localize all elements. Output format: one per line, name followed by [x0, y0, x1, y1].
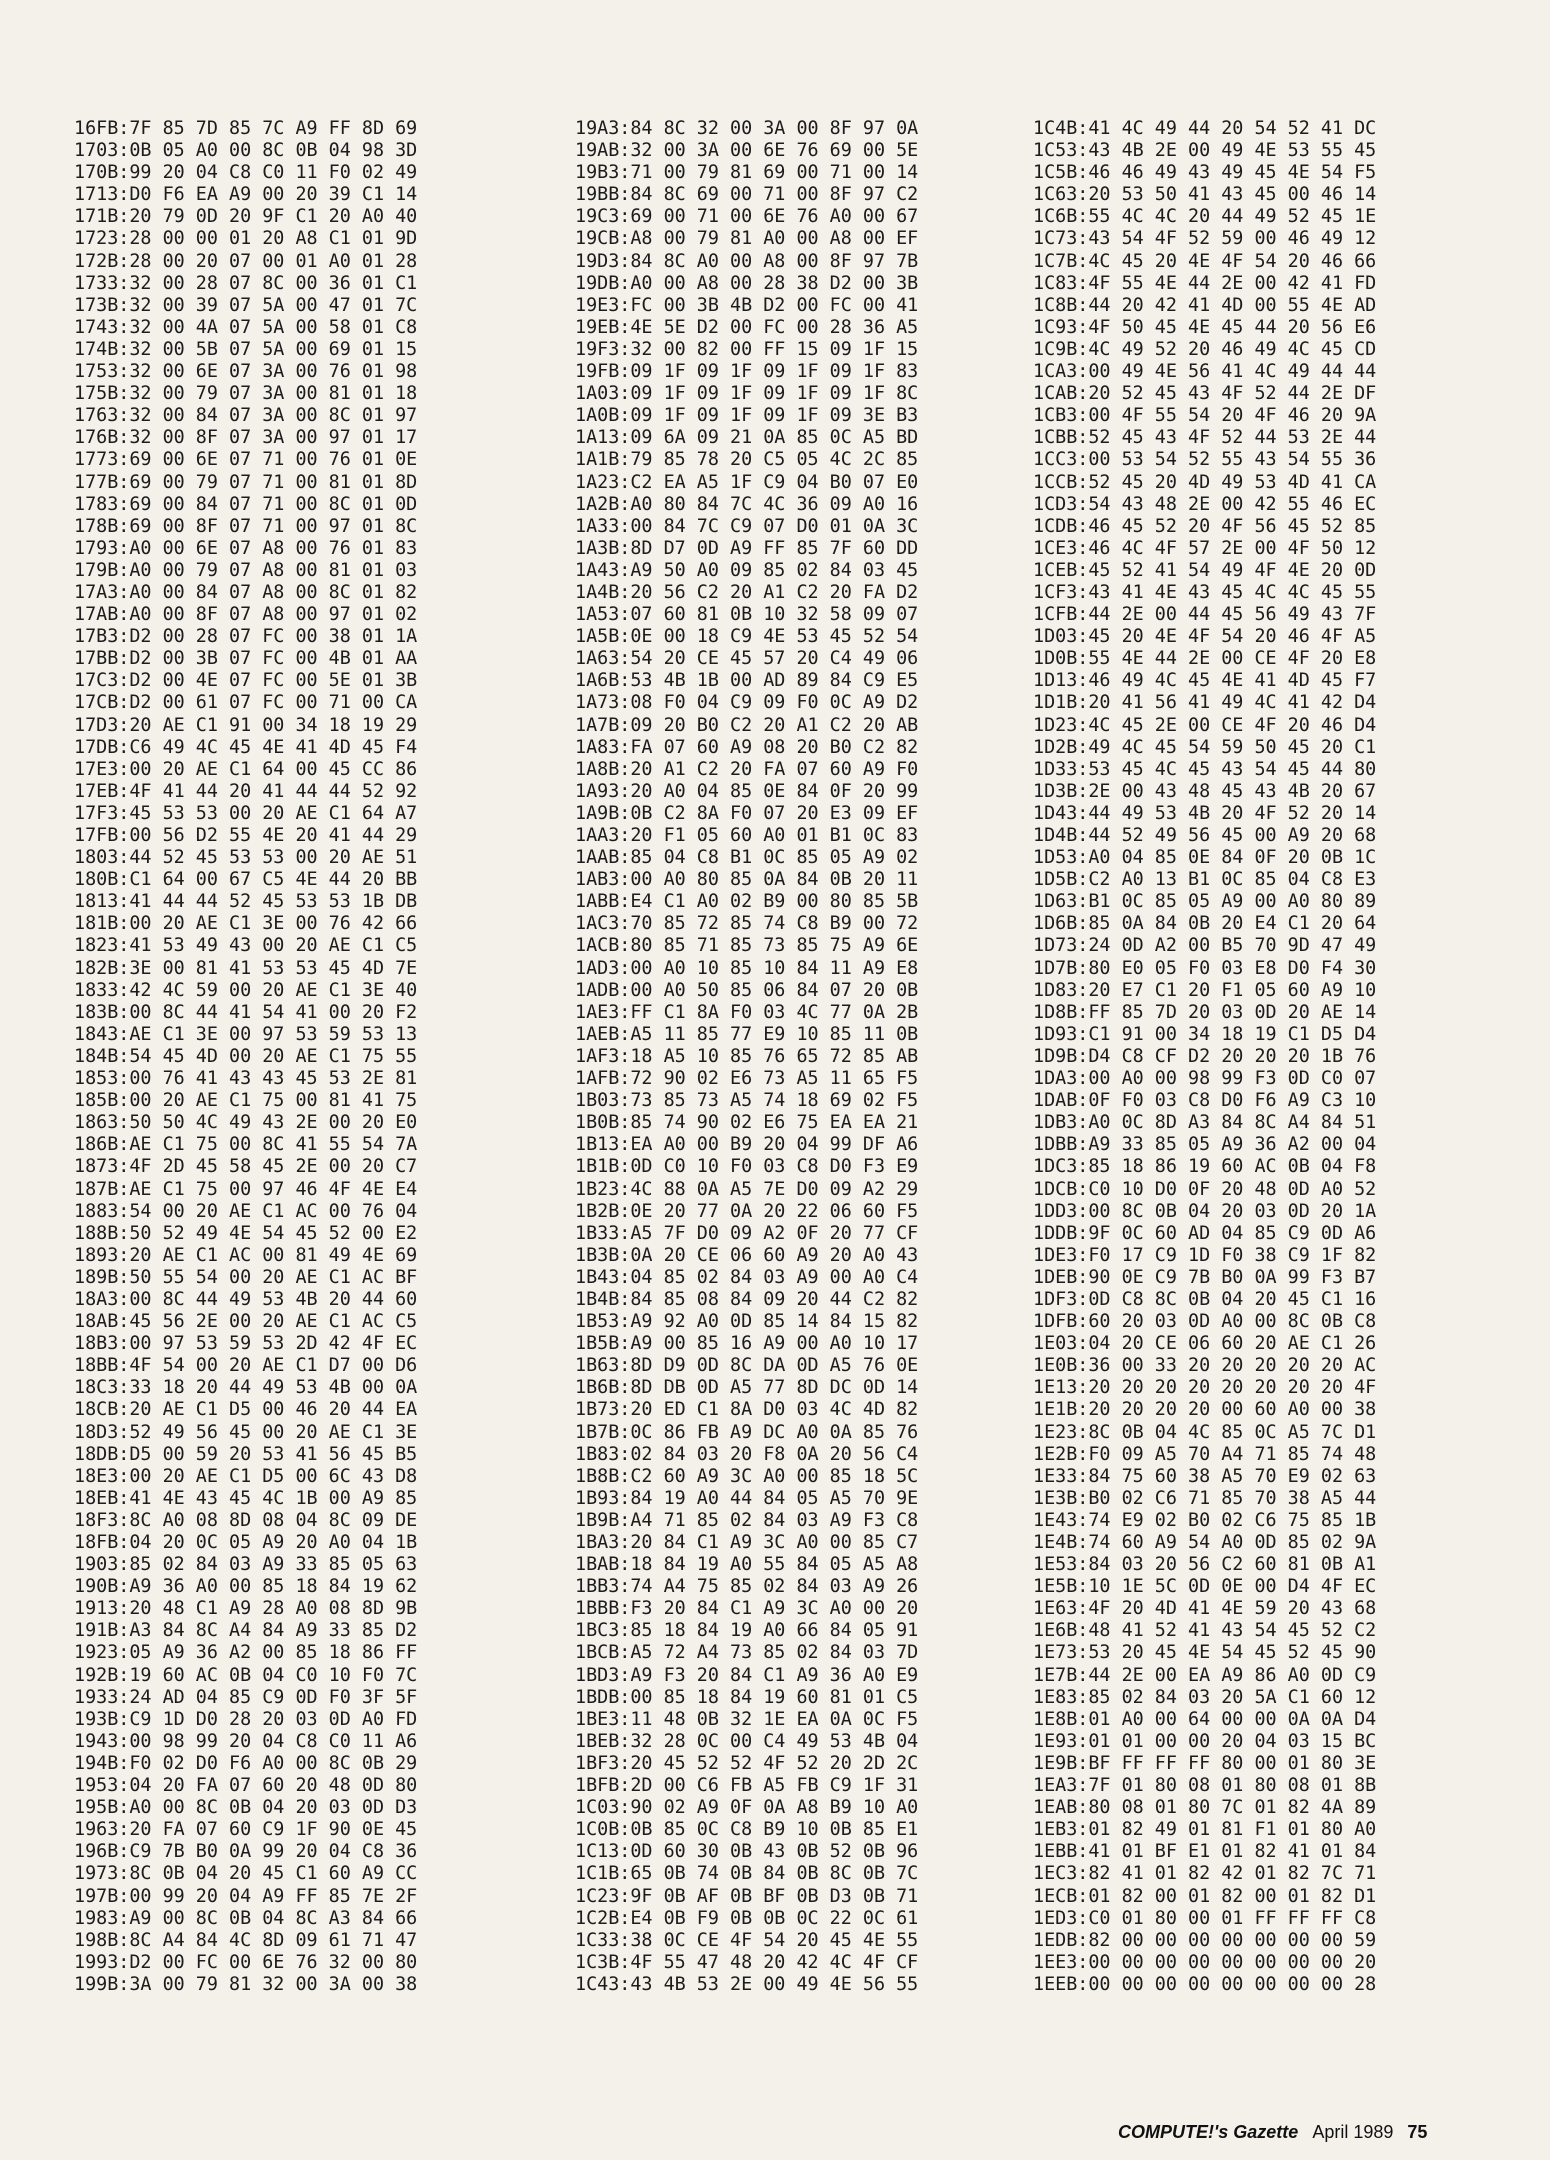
- listing-line: 1D13:46 49 4C 45 4E 41 4D 45 F7: [1033, 670, 1377, 692]
- listing-line: 1CAB:20 52 45 43 4F 52 44 2E DF: [1033, 383, 1377, 405]
- listing-line: 1B6B:8D DB 0D A5 77 8D DC 0D 14: [575, 1377, 919, 1399]
- listing-line: 1753:32 00 6E 07 3A 00 76 01 98: [74, 361, 418, 383]
- listing-line: 1BEB:32 28 0C 00 C4 49 53 4B 04: [575, 1730, 919, 1752]
- listing-line: 17B3:D2 00 28 07 FC 00 38 01 1A: [74, 626, 418, 648]
- listing-line: 1D93:C1 91 00 34 18 19 C1 D5 D4: [1033, 1023, 1377, 1045]
- listing-line: 17EB:4F 41 44 20 41 44 44 52 92: [74, 780, 418, 802]
- listing-line: 1DE3:F0 17 C9 1D F0 38 C9 1F 82: [1033, 1244, 1377, 1266]
- magazine-title: COMPUTE!'s Gazette: [1118, 2122, 1299, 2142]
- listing-line: 19DB:A0 00 A8 00 28 38 D2 00 3B: [575, 272, 919, 294]
- listing-line: 1ABB:E4 C1 A0 02 B9 00 80 85 5B: [575, 891, 919, 913]
- listing-line: 186B:AE C1 75 00 8C 41 55 54 7A: [74, 1134, 418, 1156]
- listing-line: 1CDB:46 45 52 20 4F 56 45 52 85: [1033, 515, 1377, 537]
- listing-line: 1A4B:20 56 C2 20 A1 C2 20 FA D2: [575, 581, 919, 603]
- listing-line: 1A13:09 6A 09 21 0A 85 0C A5 BD: [575, 427, 919, 449]
- listing-line: 1833:42 4C 59 00 20 AE C1 3E 40: [74, 979, 418, 1001]
- listing-line: 1AFB:72 90 02 E6 73 A5 11 65 F5: [575, 1068, 919, 1090]
- listing-line: 1DEB:90 0E C9 7B B0 0A 99 F3 B7: [1033, 1266, 1377, 1288]
- listing-line: 19A3:84 8C 32 00 3A 00 8F 97 0A: [575, 118, 919, 139]
- listing-line: 1C4B:41 4C 49 44 20 54 52 41 DC: [1033, 118, 1377, 139]
- listing-line: 1E83:85 02 84 03 20 5A C1 60 12: [1033, 1686, 1377, 1708]
- listing-line: 1723:28 00 00 01 20 A8 C1 01 9D: [74, 228, 418, 250]
- listing-line: 18C3:33 18 20 44 49 53 4B 00 0A: [74, 1377, 418, 1399]
- hex-listing-column-2: [575, 118, 918, 1996]
- listing-line: 1CEB:45 52 41 54 49 4F 4E 20 0D: [1033, 559, 1377, 581]
- listing-line: 1733:32 00 28 07 8C 00 36 01 C1: [74, 272, 418, 294]
- listing-line: 184B:54 45 4D 00 20 AE C1 75 55: [74, 1045, 418, 1067]
- listing-line: 1DA3:00 A0 00 98 99 F3 0D C0 07: [1033, 1068, 1377, 1090]
- listing-line: 194B:F0 02 D0 F6 A0 00 8C 0B 29: [74, 1752, 418, 1774]
- listing-line: 1CE3:46 4C 4F 57 2E 00 4F 50 12: [1033, 537, 1377, 559]
- listing-line: 1ED3:C0 01 80 00 01 FF FF FF C8: [1033, 1907, 1377, 1929]
- listing-line: 179B:A0 00 79 07 A8 00 81 01 03: [74, 559, 418, 581]
- listing-line: 1EC3:82 41 01 82 42 01 82 7C 71: [1033, 1863, 1377, 1885]
- listing-line: 18D3:52 49 56 45 00 20 AE C1 3E: [74, 1421, 418, 1443]
- listing-line: 17A3:A0 00 84 07 A8 00 8C 01 82: [74, 581, 418, 603]
- listing-line: 1D83:20 E7 C1 20 F1 05 60 A9 10: [1033, 979, 1377, 1001]
- listing-line: 1903:85 02 84 03 A9 33 85 05 63: [74, 1554, 418, 1576]
- listing-line: 1A9B:0B C2 8A F0 07 20 E3 09 EF: [575, 802, 919, 824]
- listing-line: 181B:00 20 AE C1 3E 00 76 42 66: [74, 913, 418, 935]
- listing-line: 1A03:09 1F 09 1F 09 1F 09 1F 8C: [575, 383, 919, 405]
- listing-line: 1893:20 AE C1 AC 00 81 49 4E 69: [74, 1244, 418, 1266]
- listing-line: 1BFB:2D 00 C6 FB A5 FB C9 1F 31: [575, 1775, 919, 1797]
- listing-line: 1B93:84 19 A0 44 84 05 A5 70 9E: [575, 1487, 919, 1509]
- listing-line: 1B03:73 85 73 A5 74 18 69 02 F5: [575, 1090, 919, 1112]
- listing-line: 1EB3:01 82 49 01 81 F1 01 80 A0: [1033, 1819, 1377, 1841]
- listing-line: 198B:8C A4 84 4C 8D 09 61 71 47: [74, 1929, 418, 1951]
- listing-line: 1913:20 48 C1 A9 28 A0 08 8D 9B: [74, 1598, 418, 1620]
- listing-line: 1873:4F 2D 45 58 45 2E 00 20 C7: [74, 1156, 418, 1178]
- listing-line: 1A63:54 20 CE 45 57 20 C4 49 06: [575, 648, 919, 670]
- listing-line: 1C43:43 4B 53 2E 00 49 4E 56 55: [575, 1973, 919, 1995]
- listing-line: 1E23:8C 0B 04 4C 85 0C A5 7C D1: [1033, 1421, 1377, 1443]
- listing-line: 1AE3:FF C1 8A F0 03 4C 77 0A 2B: [575, 1001, 919, 1023]
- listing-line: 1883:54 00 20 AE C1 AC 00 76 04: [74, 1200, 418, 1222]
- listing-line: 1E33:84 75 60 38 A5 70 E9 02 63: [1033, 1465, 1377, 1487]
- hex-listing-column-3: [1033, 118, 1376, 1996]
- issue-date: April 1989: [1312, 2122, 1394, 2142]
- listing-line: 1B4B:84 85 08 84 09 20 44 C2 82: [575, 1288, 919, 1310]
- listing-line: 1A83:FA 07 60 A9 08 20 B0 C2 82: [575, 736, 919, 758]
- listing-line: 19C3:69 00 71 00 6E 76 A0 00 67: [575, 206, 919, 228]
- listing-line: 18BB:4F 54 00 20 AE C1 D7 00 D6: [74, 1355, 418, 1377]
- listing-line: 18AB:45 56 2E 00 20 AE C1 AC C5: [74, 1311, 418, 1333]
- listing-line: 1B5B:A9 00 85 16 A9 00 A0 10 17: [575, 1333, 919, 1355]
- listing-line: 17F3:45 53 53 00 20 AE C1 64 A7: [74, 802, 418, 824]
- listing-line: 19B3:71 00 79 81 69 00 71 00 14: [575, 162, 919, 184]
- listing-line: 1E03:04 20 CE 06 60 20 AE C1 26: [1033, 1333, 1377, 1355]
- listing-line: 1DFB:60 20 03 0D A0 00 8C 0B C8: [1033, 1311, 1377, 1333]
- listing-line: 1CD3:54 43 48 2E 00 42 55 46 EC: [1033, 493, 1377, 515]
- listing-line: 1EBB:41 01 BF E1 01 82 41 01 84: [1033, 1841, 1377, 1863]
- listing-line: 1A0B:09 1F 09 1F 09 1F 09 3E B3: [575, 405, 919, 427]
- listing-line: 1AEB:A5 11 85 77 E9 10 85 11 0B: [575, 1023, 919, 1045]
- listing-line: 1B9B:A4 71 85 02 84 03 A9 F3 C8: [575, 1509, 919, 1531]
- listing-line: 1D6B:85 0A 84 0B 20 E4 C1 20 64: [1033, 913, 1377, 935]
- listing-line: 1EEB:00 00 00 00 00 00 00 00 28: [1033, 1973, 1377, 1995]
- listing-line: 1DCB:C0 10 D0 0F 20 48 0D A0 52: [1033, 1178, 1377, 1200]
- listing-line: 1CCB:52 45 20 4D 49 53 4D 41 CA: [1033, 471, 1377, 493]
- listing-line: 1D4B:44 52 49 56 45 00 A9 20 68: [1033, 825, 1377, 846]
- listing-line: 17CB:D2 00 61 07 FC 00 71 00 CA: [74, 692, 418, 714]
- listing-line: 170B:99 20 04 C8 C0 11 F0 02 49: [74, 162, 418, 184]
- listing-line: 1C73:43 54 4F 52 59 00 46 49 12: [1033, 228, 1377, 250]
- listing-line: 1E93:01 01 00 00 20 04 03 15 BC: [1033, 1730, 1377, 1752]
- listing-line: 1953:04 20 FA 07 60 20 48 0D 80: [74, 1775, 418, 1797]
- listing-line: 1943:00 98 99 20 04 C8 C0 11 A6: [74, 1730, 418, 1752]
- listing-line: 1D73:24 0D A2 00 B5 70 9D 47 49: [1033, 935, 1377, 957]
- listing-line: 19E3:FC 00 3B 4B D2 00 FC 00 41: [575, 294, 919, 316]
- listing-line: 1BF3:20 45 52 52 4F 52 20 2D 2C: [575, 1752, 919, 1774]
- listing-line: 17E3:00 20 AE C1 64 00 45 CC 86: [74, 758, 418, 780]
- listing-line: 1BE3:11 48 0B 32 1E EA 0A 0C F5: [575, 1708, 919, 1730]
- listing-line: 1C8B:44 20 42 41 4D 00 55 4E AD: [1033, 294, 1377, 316]
- listing-line: 1A8B:20 A1 C2 20 FA 07 60 A9 F0: [575, 758, 919, 780]
- listing-line: 178B:69 00 8F 07 71 00 97 01 8C: [74, 515, 418, 537]
- listing-line: 1ACB:80 85 71 85 73 85 75 A9 6E: [575, 935, 919, 957]
- listing-line: 1A7B:09 20 B0 C2 20 A1 C2 20 AB: [575, 714, 919, 736]
- listing-line: 1A2B:A0 80 84 7C 4C 36 09 A0 16: [575, 493, 919, 515]
- listing-line: 1AF3:18 A5 10 85 76 65 72 85 AB: [575, 1045, 919, 1067]
- page-footer: [1118, 2122, 1427, 2143]
- listing-line: 175B:32 00 79 07 3A 00 81 01 18: [74, 383, 418, 405]
- listing-line: 17AB:A0 00 8F 07 A8 00 97 01 02: [74, 604, 418, 626]
- listing-line: 1DAB:0F F0 03 C8 D0 F6 A9 C3 10: [1033, 1090, 1377, 1112]
- listing-line: 1D2B:49 4C 45 54 59 50 45 20 C1: [1033, 736, 1377, 758]
- listing-line: 1A6B:53 4B 1B 00 AD 89 84 C9 E5: [575, 670, 919, 692]
- listing-line: 1B83:02 84 03 20 F8 0A 20 56 C4: [575, 1443, 919, 1465]
- listing-line: 183B:00 8C 44 41 54 41 00 20 F2: [74, 1001, 418, 1023]
- listing-line: 1D53:A0 04 85 0E 84 0F 20 0B 1C: [1033, 847, 1377, 869]
- listing-line: 171B:20 79 0D 20 9F C1 20 A0 40: [74, 206, 418, 228]
- listing-line: 1803:44 52 45 53 53 00 20 AE 51: [74, 847, 418, 869]
- listing-line: 1983:A9 00 8C 0B 04 8C A3 84 66: [74, 1907, 418, 1929]
- listing-line: 174B:32 00 5B 07 5A 00 69 01 15: [74, 338, 418, 360]
- listing-line: 19AB:32 00 3A 00 6E 76 69 00 5E: [575, 140, 919, 162]
- listing-line: 172B:28 00 20 07 00 01 A0 01 28: [74, 250, 418, 272]
- listing-line: 1BBB:F3 20 84 C1 A9 3C A0 00 20: [575, 1598, 919, 1620]
- listing-line: 1C2B:E4 0B F9 0B 0B 0C 22 0C 61: [575, 1907, 919, 1929]
- listing-line: 17FB:00 56 D2 55 4E 20 41 44 29: [74, 825, 418, 846]
- listing-line: 191B:A3 84 8C A4 84 A9 33 85 D2: [74, 1620, 418, 1642]
- listing-line: 1933:24 AD 04 85 C9 0D F0 3F 5F: [74, 1686, 418, 1708]
- listing-line: 1A5B:0E 00 18 C9 4E 53 45 52 54: [575, 626, 919, 648]
- listing-line: 1D43:44 49 53 4B 20 4F 52 20 14: [1033, 802, 1377, 824]
- listing-line: 1783:69 00 84 07 71 00 8C 01 0D: [74, 493, 418, 515]
- listing-line: 1D9B:D4 C8 CF D2 20 20 20 1B 76: [1033, 1045, 1377, 1067]
- listing-line: 190B:A9 36 A0 00 85 18 84 19 62: [74, 1576, 418, 1598]
- listing-line: 1BC3:85 18 84 19 A0 66 84 05 91: [575, 1620, 919, 1642]
- listing-line: 1C03:90 02 A9 0F 0A A8 B9 10 A0: [575, 1797, 919, 1819]
- listing-line: 17D3:20 AE C1 91 00 34 18 19 29: [74, 714, 418, 736]
- listing-line: 1923:05 A9 36 A2 00 85 18 86 FF: [74, 1642, 418, 1664]
- listing-line: 1AD3:00 A0 10 85 10 84 11 A9 E8: [575, 957, 919, 979]
- listing-line: 1963:20 FA 07 60 C9 1F 90 0E 45: [74, 1819, 418, 1841]
- listing-line: 18A3:00 8C 44 49 53 4B 20 44 60: [74, 1288, 418, 1310]
- listing-line: 1EAB:80 08 01 80 7C 01 82 4A 89: [1033, 1797, 1377, 1819]
- listing-line: 19CB:A8 00 79 81 A0 00 A8 00 EF: [575, 228, 919, 250]
- listing-line: 195B:A0 00 8C 0B 04 20 03 0D D3: [74, 1797, 418, 1819]
- listing-line: 1C53:43 4B 2E 00 49 4E 53 55 45: [1033, 140, 1377, 162]
- listing-line: 1A93:20 A0 04 85 0E 84 0F 20 99: [575, 780, 919, 802]
- listing-line: 1E73:53 20 45 4E 54 45 52 45 90: [1033, 1642, 1377, 1664]
- listing-line: 197B:00 99 20 04 A9 FF 85 7E 2F: [74, 1885, 418, 1907]
- listing-line: 1ADB:00 A0 50 85 06 84 07 20 0B: [575, 979, 919, 1001]
- listing-line: 1853:00 76 41 43 43 45 53 2E 81: [74, 1068, 418, 1090]
- listing-line: 1D03:45 20 4E 4F 54 20 46 4F A5: [1033, 626, 1377, 648]
- page-number: 75: [1407, 2122, 1428, 2142]
- listing-line: 1D7B:80 E0 05 F0 03 E8 D0 F4 30: [1033, 957, 1377, 979]
- listing-line: 1DDB:9F 0C 60 AD 04 85 C9 0D A6: [1033, 1222, 1377, 1244]
- listing-line: 1C93:4F 50 45 4E 45 44 20 56 E6: [1033, 316, 1377, 338]
- listing-line: 1AC3:70 85 72 85 74 C8 B9 00 72: [575, 913, 919, 935]
- listing-line: 1C5B:46 46 49 43 49 45 4E 54 F5: [1033, 162, 1377, 184]
- listing-line: 1D23:4C 45 2E 00 CE 4F 20 46 D4: [1033, 714, 1377, 736]
- listing-line: 1BDB:00 85 18 84 19 60 81 01 C5: [575, 1686, 919, 1708]
- listing-line: 1AA3:20 F1 05 60 A0 01 B1 0C 83: [575, 825, 919, 846]
- listing-line: 1703:0B 05 A0 00 8C 0B 04 98 3D: [74, 140, 418, 162]
- listing-line: 1AAB:85 04 C8 B1 0C 85 05 A9 02: [575, 847, 919, 869]
- listing-line: 1CB3:00 4F 55 54 20 4F 46 20 9A: [1033, 405, 1377, 427]
- listing-line: 1C33:38 0C CE 4F 54 20 45 4E 55: [575, 1929, 919, 1951]
- listing-line: 1993:D2 00 FC 00 6E 76 32 00 80: [74, 1951, 418, 1973]
- listing-line: 1A53:07 60 81 0B 10 32 58 09 07: [575, 604, 919, 626]
- listing-line: 1B13:EA A0 00 B9 20 04 99 DF A6: [575, 1134, 919, 1156]
- listing-line: 1B0B:85 74 90 02 E6 75 EA EA 21: [575, 1112, 919, 1134]
- listing-line: 19BB:84 8C 69 00 71 00 8F 97 C2: [575, 184, 919, 206]
- listing-line: 1EE3:00 00 00 00 00 00 00 00 20: [1033, 1951, 1377, 1973]
- listing-line: 1B33:A5 7F D0 09 A2 0F 20 77 CF: [575, 1222, 919, 1244]
- listing-line: 1D5B:C2 A0 13 B1 0C 85 04 C8 E3: [1033, 869, 1377, 891]
- listing-line: 1BCB:A5 72 A4 73 85 02 84 03 7D: [575, 1642, 919, 1664]
- listing-line: 1A1B:79 85 78 20 C5 05 4C 2C 85: [575, 449, 919, 471]
- listing-line: 188B:50 52 49 4E 54 45 52 00 E2: [74, 1222, 418, 1244]
- listing-line: 199B:3A 00 79 81 32 00 3A 00 38: [74, 1973, 418, 1995]
- listing-line: 1B63:8D D9 0D 8C DA 0D A5 76 0E: [575, 1355, 919, 1377]
- listing-line: 18DB:D5 00 59 20 53 41 56 45 B5: [74, 1443, 418, 1465]
- listing-line: 1B8B:C2 60 A9 3C A0 00 85 18 5C: [575, 1465, 919, 1487]
- listing-line: 1763:32 00 84 07 3A 00 8C 01 97: [74, 405, 418, 427]
- listing-line: 1D63:B1 0C 85 05 A9 00 A0 80 89: [1033, 891, 1377, 913]
- listing-line: 180B:C1 64 00 67 C5 4E 44 20 BB: [74, 869, 418, 891]
- listing-line: 19EB:4E 5E D2 00 FC 00 28 36 A5: [575, 316, 919, 338]
- listing-line: 1CF3:43 41 4E 43 45 4C 4C 45 55: [1033, 581, 1377, 603]
- listing-line: 1BA3:20 84 C1 A9 3C A0 00 85 C7: [575, 1532, 919, 1553]
- listing-line: 1813:41 44 44 52 45 53 53 1B DB: [74, 891, 418, 913]
- listing-line: 196B:C9 7B B0 0A 99 20 04 C8 36: [74, 1841, 418, 1863]
- listing-line: 1A33:00 84 7C C9 07 D0 01 0A 3C: [575, 515, 919, 537]
- listing-line: 1C23:9F 0B AF 0B BF 0B D3 0B 71: [575, 1885, 919, 1907]
- listing-line: 1743:32 00 4A 07 5A 00 58 01 C8: [74, 316, 418, 338]
- listing-line: 1CA3:00 49 4E 56 41 4C 49 44 44: [1033, 361, 1377, 383]
- listing-line: 18E3:00 20 AE C1 D5 00 6C 43 D8: [74, 1465, 418, 1487]
- listing-line: 17C3:D2 00 4E 07 FC 00 5E 01 3B: [74, 670, 418, 692]
- listing-line: 18B3:00 97 53 59 53 2D 42 4F EC: [74, 1333, 418, 1355]
- listing-line: 1E2B:F0 09 A5 70 A4 71 85 74 48: [1033, 1443, 1377, 1465]
- listing-line: 1B43:04 85 02 84 03 A9 00 A0 C4: [575, 1266, 919, 1288]
- listing-line: 1713:D0 F6 EA A9 00 20 39 C1 14: [74, 184, 418, 206]
- listing-line: 1DC3:85 18 86 19 60 AC 0B 04 F8: [1033, 1156, 1377, 1178]
- listing-line: 19D3:84 8C A0 00 A8 00 8F 97 7B: [575, 250, 919, 272]
- listing-line: 1823:41 53 49 43 00 20 AE C1 C5: [74, 935, 418, 957]
- listing-line: 1AB3:00 A0 80 85 0A 84 0B 20 11: [575, 869, 919, 891]
- listing-line: 1E43:74 E9 02 B0 02 C6 75 85 1B: [1033, 1509, 1377, 1531]
- listing-line: 1E7B:44 2E 00 EA A9 86 A0 0D C9: [1033, 1664, 1377, 1686]
- listing-line: 177B:69 00 79 07 71 00 81 01 8D: [74, 471, 418, 493]
- listing-line: 1B23:4C 88 0A A5 7E D0 09 A2 29: [575, 1178, 919, 1200]
- listing-line: 1D8B:FF 85 7D 20 03 0D 20 AE 14: [1033, 1001, 1377, 1023]
- listing-line: 1DB3:A0 0C 8D A3 84 8C A4 84 51: [1033, 1112, 1377, 1134]
- listing-line: 1CC3:00 53 54 52 55 43 54 55 36: [1033, 449, 1377, 471]
- listing-line: 18F3:8C A0 08 8D 08 04 8C 09 DE: [74, 1509, 418, 1531]
- listing-line: 18CB:20 AE C1 D5 00 46 20 44 EA: [74, 1399, 418, 1421]
- listing-line: 1E0B:36 00 33 20 20 20 20 20 AC: [1033, 1355, 1377, 1377]
- listing-line: 1C0B:0B 85 0C C8 B9 10 0B 85 E1: [575, 1819, 919, 1841]
- listing-line: 1D33:53 45 4C 45 43 54 45 44 80: [1033, 758, 1377, 780]
- listing-line: 1BB3:74 A4 75 85 02 84 03 A9 26: [575, 1576, 919, 1598]
- listing-line: 173B:32 00 39 07 5A 00 47 01 7C: [74, 294, 418, 316]
- listing-line: 1E1B:20 20 20 20 00 60 A0 00 38: [1033, 1399, 1377, 1421]
- listing-line: 1BD3:A9 F3 20 84 C1 A9 36 A0 E9: [575, 1664, 919, 1686]
- listing-line: 1ECB:01 82 00 01 82 00 01 82 D1: [1033, 1885, 1377, 1907]
- listing-line: 1773:69 00 6E 07 71 00 76 01 0E: [74, 449, 418, 471]
- listing-line: 1E13:20 20 20 20 20 20 20 20 4F: [1033, 1377, 1377, 1399]
- listing-line: 185B:00 20 AE C1 75 00 81 41 75: [74, 1090, 418, 1112]
- listing-line: 19F3:32 00 82 00 FF 15 09 1F 15: [575, 338, 919, 360]
- listing-line: 1A43:A9 50 A0 09 85 02 84 03 45: [575, 559, 919, 581]
- listing-line: 17BB:D2 00 3B 07 FC 00 4B 01 AA: [74, 648, 418, 670]
- listing-line: 182B:3E 00 81 41 53 53 45 4D 7E: [74, 957, 418, 979]
- listing-line: 1EA3:7F 01 80 08 01 80 08 01 8B: [1033, 1775, 1377, 1797]
- listing-line: 1C63:20 53 50 41 43 45 00 46 14: [1033, 184, 1377, 206]
- listing-line: 1DBB:A9 33 85 05 A9 36 A2 00 04: [1033, 1134, 1377, 1156]
- listing-line: 1E53:84 03 20 56 C2 60 81 0B A1: [1033, 1554, 1377, 1576]
- listing-line: 1EDB:82 00 00 00 00 00 00 00 59: [1033, 1929, 1377, 1951]
- listing-line: 1E8B:01 A0 00 64 00 00 0A 0A D4: [1033, 1708, 1377, 1730]
- listing-line: 1973:8C 0B 04 20 45 C1 60 A9 CC: [74, 1863, 418, 1885]
- listing-line: 1B7B:0C 86 FB A9 DC A0 0A 85 76: [575, 1421, 919, 1443]
- listing-line: 18FB:04 20 0C 05 A9 20 A0 04 1B: [74, 1532, 418, 1553]
- listing-line: 1B3B:0A 20 CE 06 60 A9 20 A0 43: [575, 1244, 919, 1266]
- listing-line: 176B:32 00 8F 07 3A 00 97 01 17: [74, 427, 418, 449]
- listing-line: 1C7B:4C 45 20 4E 4F 54 20 46 66: [1033, 250, 1377, 272]
- listing-line: 187B:AE C1 75 00 97 46 4F 4E E4: [74, 1178, 418, 1200]
- listing-line: 1E3B:B0 02 C6 71 85 70 38 A5 44: [1033, 1487, 1377, 1509]
- listing-line: 1CFB:44 2E 00 44 45 56 49 43 7F: [1033, 604, 1377, 626]
- listing-line: 1E9B:BF FF FF FF 80 00 01 80 3E: [1033, 1752, 1377, 1774]
- listing-line: 1D0B:55 4E 44 2E 00 CE 4F 20 E8: [1033, 648, 1377, 670]
- listing-line: 1A23:C2 EA A5 1F C9 04 B0 07 E0: [575, 471, 919, 493]
- listing-line: 1D3B:2E 00 43 48 45 43 4B 20 67: [1033, 780, 1377, 802]
- listing-line: 1A73:08 F0 04 C9 09 F0 0C A9 D2: [575, 692, 919, 714]
- listing-line: 1C1B:65 0B 74 0B 84 0B 8C 0B 7C: [575, 1863, 919, 1885]
- hex-listing-column-1: [74, 118, 417, 1996]
- listing-line: 1A3B:8D D7 0D A9 FF 85 7F 60 DD: [575, 537, 919, 559]
- listing-line: 192B:19 60 AC 0B 04 C0 10 F0 7C: [74, 1664, 418, 1686]
- listing-line: 1BAB:18 84 19 A0 55 84 05 A5 A8: [575, 1554, 919, 1576]
- listing-line: 189B:50 55 54 00 20 AE C1 AC BF: [74, 1266, 418, 1288]
- listing-line: 1C6B:55 4C 4C 20 44 49 52 45 1E: [1033, 206, 1377, 228]
- listing-line: 16FB:7F 85 7D 85 7C A9 FF 8D 69: [74, 118, 418, 139]
- listing-line: 1793:A0 00 6E 07 A8 00 76 01 83: [74, 537, 418, 559]
- listing-line: 1CBB:52 45 43 4F 52 44 53 2E 44: [1033, 427, 1377, 449]
- listing-line: 193B:C9 1D D0 28 20 03 0D A0 FD: [74, 1708, 418, 1730]
- listing-line: 1E4B:74 60 A9 54 A0 0D 85 02 9A: [1033, 1532, 1377, 1553]
- listing-line: 1B73:20 ED C1 8A D0 03 4C 4D 82: [575, 1399, 919, 1421]
- listing-line: 1B1B:0D C0 10 F0 03 C8 D0 F3 E9: [575, 1156, 919, 1178]
- listing-line: 17DB:C6 49 4C 45 4E 41 4D 45 F4: [74, 736, 418, 758]
- listing-line: 18EB:41 4E 43 45 4C 1B 00 A9 85: [74, 1487, 418, 1509]
- listing-line: 1C9B:4C 49 52 20 46 49 4C 45 CD: [1033, 338, 1377, 360]
- listing-line: 19FB:09 1F 09 1F 09 1F 09 1F 83: [575, 361, 919, 383]
- listing-line: 1E6B:48 41 52 41 43 54 45 52 C2: [1033, 1620, 1377, 1642]
- listing-line: 1D1B:20 41 56 41 49 4C 41 42 D4: [1033, 692, 1377, 714]
- listing-line: 1E63:4F 20 4D 41 4E 59 20 43 68: [1033, 1598, 1377, 1620]
- listing-line: 1C83:4F 55 4E 44 2E 00 42 41 FD: [1033, 272, 1377, 294]
- listing-line: 1843:AE C1 3E 00 97 53 59 53 13: [74, 1023, 418, 1045]
- listing-line: 1C13:0D 60 30 0B 43 0B 52 0B 96: [575, 1841, 919, 1863]
- listing-line: 1C3B:4F 55 47 48 20 42 4C 4F CF: [575, 1951, 919, 1973]
- listing-line: 1B53:A9 92 A0 0D 85 14 84 15 82: [575, 1311, 919, 1333]
- listing-line: 1863:50 50 4C 49 43 2E 00 20 E0: [74, 1112, 418, 1134]
- listing-line: 1E5B:10 1E 5C 0D 0E 00 D4 4F EC: [1033, 1576, 1377, 1598]
- listing-line: 1DD3:00 8C 0B 04 20 03 0D 20 1A: [1033, 1200, 1377, 1222]
- listing-line: 1DF3:0D C8 8C 0B 04 20 45 C1 16: [1033, 1288, 1377, 1310]
- listing-line: 1B2B:0E 20 77 0A 20 22 06 60 F5: [575, 1200, 919, 1222]
